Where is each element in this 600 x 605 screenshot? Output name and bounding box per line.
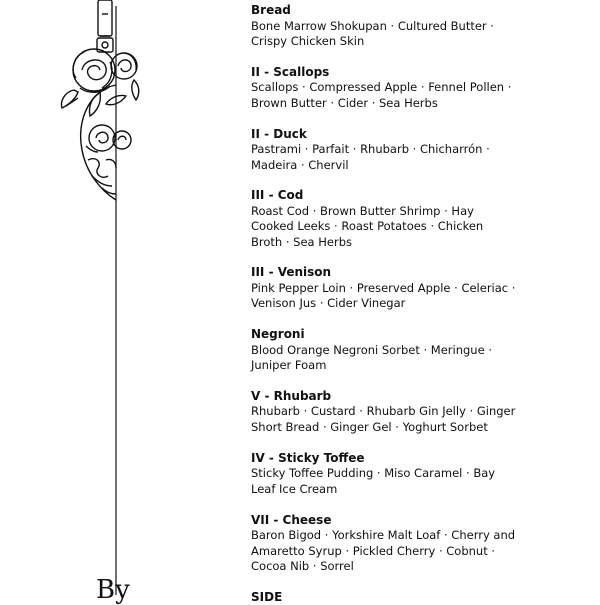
lower-rose-icon: [89, 125, 131, 151]
course-duck: [251, 127, 571, 189]
course-description: Sticky Toffee Pudding · Miso Caramel · Bay Leaf Ice Cream: [251, 466, 496, 496]
course-title: II - Duck: [251, 126, 307, 141]
course-title-cut-off: SIDE: [251, 589, 283, 604]
course-title: II - Scallops: [251, 64, 330, 79]
course-venison: [251, 265, 571, 327]
course-description: Roast Cod · Brown Butter Shrimp · Hay Cooked Leeks · Roast Potatoes · Chicken Broth · Sea Herbs: [251, 203, 484, 249]
course-title: V - Rhubarb: [251, 388, 332, 403]
course-description: Pastrami · Parfait · Rhubarb · Chicharrón · Madeira · Chervil: [251, 142, 490, 172]
course-description: Rhubarb · Custard · Rhubarb Gin Jelly · Ginger Short Bread · Ginger Gel · Yoghurt Sorbet: [251, 404, 516, 434]
course-title: III - Venison: [251, 265, 332, 280]
course-negroni: [251, 327, 571, 389]
course-sticky-toffee: [251, 451, 571, 513]
course-description: Blood Orange Negroni Sorbet · Meringue · Juniper Foam: [251, 342, 492, 373]
knife-blade-shape: [81, 85, 116, 200]
course-cheese: [251, 513, 571, 590]
course-scallops: [251, 65, 571, 127]
course-bread: [251, 3, 571, 65]
course-description: Baron Bigod · Yorkshire Malt Loaf · Cherry and Amaretto Syrup · Pickled Cherry · Cobnut · Cocoa Nib · Sorrel: [251, 528, 516, 574]
course-title: III - Cod: [251, 188, 304, 203]
course-title: Negroni: [251, 327, 305, 342]
course-cod: [251, 188, 571, 265]
menu-list: [251, 3, 571, 604]
course-rhubarb: [251, 389, 571, 451]
logo-text: By: [96, 575, 130, 605]
course-description: Bone Marrow Shokupan · Cultured Butter · Crispy Chicken Skin: [251, 18, 494, 48]
knife-handle-shape: [98, 0, 112, 36]
course-description: Pink Pepper Loin · Preserved Apple · Celeriac · Venison Jus · Cider Vinegar: [251, 280, 516, 311]
course-title: VII - Cheese: [251, 512, 332, 527]
course-title: IV - Sticky Toffee: [251, 450, 365, 465]
knife-and-roses-icon: [40, 0, 140, 605]
course-description: Scallops · Compressed Apple · Fennel Pollen · Brown Butter · Cider · Sea Herbs: [251, 80, 512, 110]
course-title: Bread: [251, 3, 291, 17]
large-rose-icon: [73, 49, 115, 92]
